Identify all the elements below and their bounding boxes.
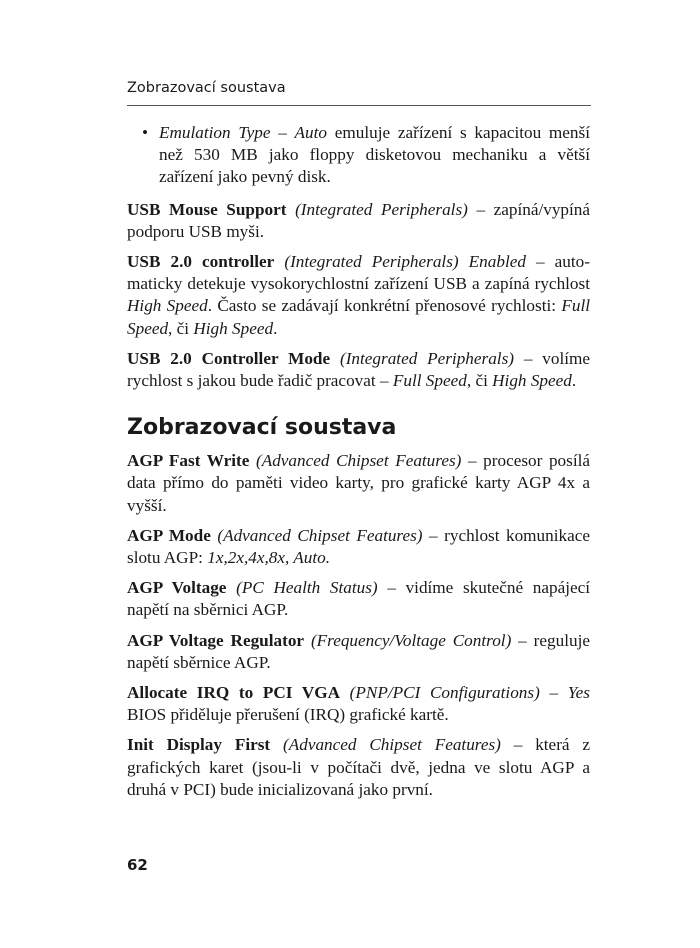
entry-emphasis: Full Speed: [127, 296, 591, 338]
entry-section: (Frequency/Voltage Control): [310, 630, 512, 650]
entry-emphasis: High Speed: [193, 318, 274, 338]
entry-text: .: [273, 318, 278, 338]
entry-agp-mode: [127, 525, 590, 569]
entry-section: (Advanced Chipset Features): [283, 735, 501, 755]
entry-text: – automaticky detekuje vysokorychlostní zařízení USB a zapíná rychlost: [127, 252, 590, 294]
entry-term: Init Display First: [127, 735, 271, 755]
bullet-value: Auto: [294, 123, 328, 142]
bullet-icon: •: [142, 123, 149, 142]
entry-init-display-first: [127, 734, 590, 801]
entry-text: – rychlost komunikace slotu AGP:: [127, 525, 590, 568]
page-content: [127, 122, 590, 809]
bullet-dash: –: [270, 123, 295, 142]
entry-term: AGP Mode: [127, 525, 211, 545]
bullet-text: emuluje zařízení s kapacitou menší než 530 MB jako floppy disketovou mechaniku a větší zařízení jako pevný disk.: [159, 123, 590, 187]
section-heading: Zobrazovací soustava: [127, 415, 397, 441]
entry-text: , či: [466, 371, 493, 391]
entry-term: USB Mouse Support: [127, 199, 287, 219]
entry-text: – procesor posílá data přímo do paměti video karty, pro grafické karty AGP 4x a vyšší.: [127, 451, 591, 515]
entry-emphasis: Yes: [567, 683, 591, 703]
entry-term: AGP Fast Write: [127, 451, 250, 471]
entry-section: (PNP/PCI Configurations): [349, 683, 540, 703]
entry-allocate-irq: [127, 682, 590, 726]
page-number: 62: [127, 856, 148, 874]
entry-text: – zapíná/vypíná podporu USB myši.: [127, 199, 591, 241]
entry-term: USB 2.0 Controller Mode: [127, 348, 331, 368]
entry-emphasis: High Speed: [492, 371, 572, 391]
entry-text: – vidíme skutečné napájecí napětí na sběrnici AGP.: [127, 578, 591, 620]
entry-usb-2-controller: [127, 251, 590, 340]
entry-text: – která z grafických karet (jsou-li v počítači dvě, jedna ve slotu AGP a druhá v PCI) bude inicializovaná jako první.: [127, 735, 591, 799]
entry-section: (Integrated Peripherals) Enabled: [284, 252, 526, 272]
entry-agp-voltage-regulator: [127, 630, 590, 674]
entry-section: (Advanced Chipset Features): [217, 525, 423, 545]
bullet-term: Emulation Type: [159, 123, 271, 142]
entry-usb-2-controller-mode: [127, 348, 590, 392]
entry-agp-voltage: [127, 577, 590, 621]
entry-text: – volíme rychlost s jakou bude řadič pracovat –: [127, 348, 590, 391]
header-rule: [127, 105, 591, 106]
entry-section: (PC Health Status): [236, 578, 378, 598]
entry-emphasis: 1x,2x,4x,8x, Auto.: [207, 548, 331, 568]
bullet-item-emulation-type: [127, 122, 590, 189]
entry-usb-mouse-support: [127, 199, 590, 243]
entry-text: – reguluje napětí sběrnice AGP.: [127, 630, 590, 672]
entry-text: , či: [168, 318, 194, 338]
entry-text: . Často se zadávají konkrétní přenosové rychlosti:: [207, 296, 562, 316]
entry-term: USB 2.0 controller: [127, 252, 275, 272]
running-head: Zobrazovací soustava: [127, 80, 286, 96]
entry-emphasis: Full Speed: [392, 371, 467, 391]
entry-emphasis: High Speed: [127, 296, 208, 316]
entry-section: (Integrated Peripherals): [339, 348, 514, 368]
entry-term: Allocate IRQ to PCI VGA: [127, 683, 341, 703]
entry-dash: –: [539, 683, 568, 703]
entry-term: AGP Voltage: [127, 578, 227, 598]
entry-section: (Advanced Chipset Features): [255, 451, 462, 471]
entry-agp-fast-write: [127, 450, 590, 517]
entry-term: AGP Voltage Regulator: [127, 630, 305, 650]
entry-section: (Integrated Peripherals): [295, 199, 468, 219]
entry-text: BIOS přiděluje přerušení (IRQ) grafické kartě.: [127, 705, 449, 725]
entry-text: .: [571, 371, 577, 391]
